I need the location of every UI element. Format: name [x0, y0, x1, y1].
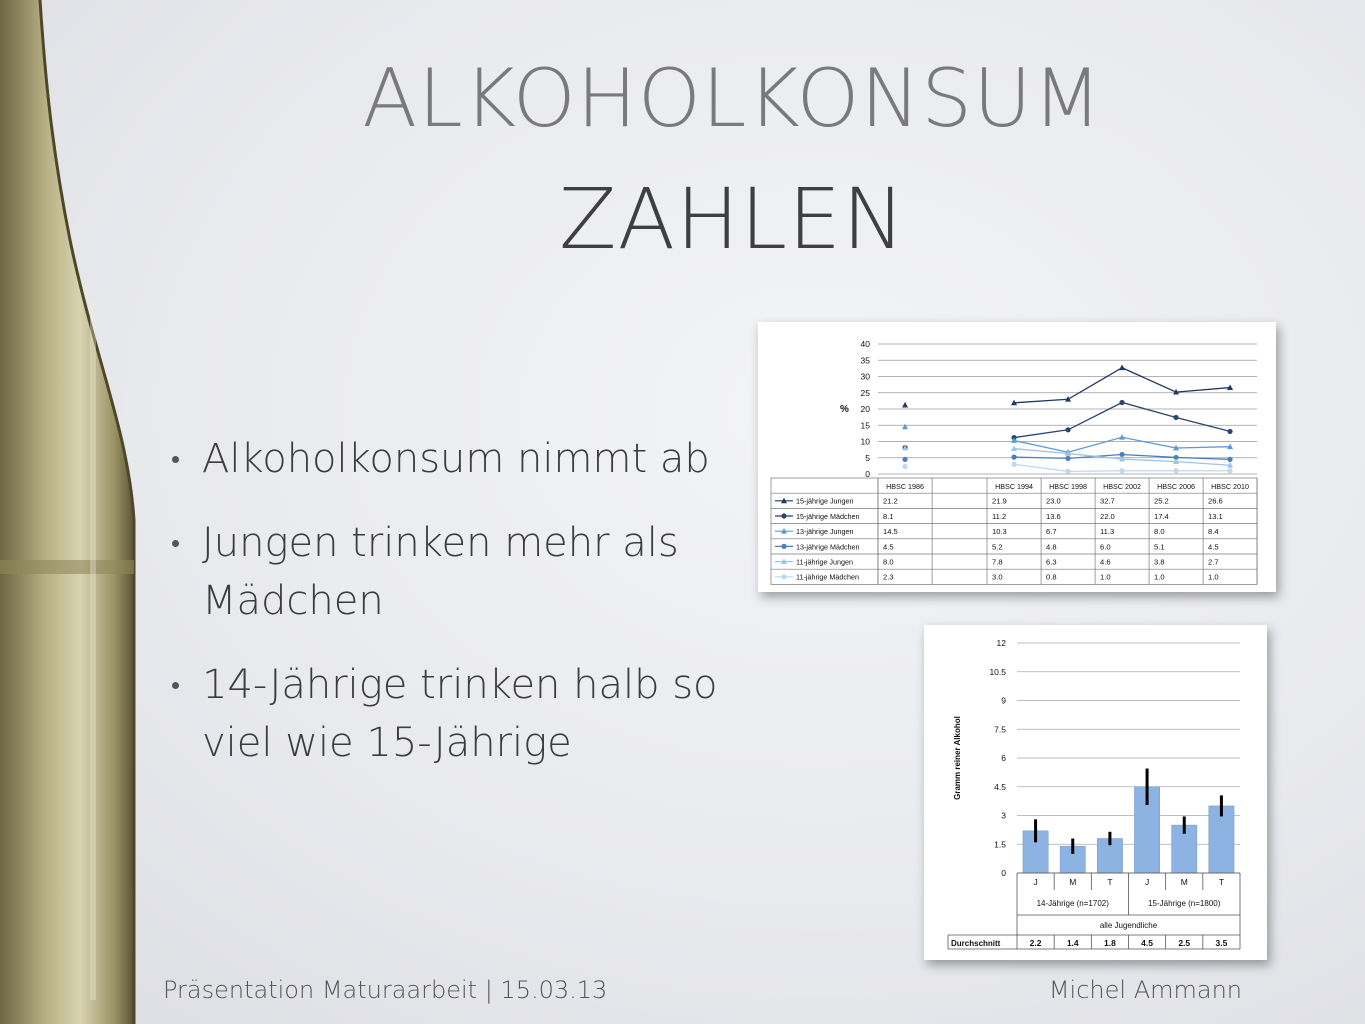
y-tick-label: 35 [860, 355, 870, 366]
table-value-cell: 1.0 [1208, 572, 1219, 582]
table-header-cell: HBSC 2010 [1211, 482, 1250, 491]
table-header-cell: HBSC 1986 [886, 482, 925, 491]
summary-value: 3.5 [1215, 938, 1228, 948]
table-value-cell: 5.2 [992, 542, 1003, 552]
y-tick-label: 3 [1001, 810, 1006, 821]
line-chart [758, 322, 1276, 592]
table-header-cell: HBSC 2006 [1157, 482, 1196, 491]
summary-value: 1.4 [1066, 938, 1079, 948]
table-value-cell: 4.8 [1046, 542, 1057, 552]
bullet-item [168, 430, 728, 488]
summary-row-label: Durchschnitt [951, 939, 1001, 948]
table-value-cell: 26.6 [1208, 496, 1223, 506]
table-value-cell: 14.5 [883, 527, 898, 537]
series-line [1014, 403, 1230, 438]
bullet-item [168, 656, 728, 772]
table-value-cell: 4.6 [1100, 557, 1111, 567]
table-value-cell: 21.9 [992, 496, 1007, 506]
y-tick-label: 15 [860, 420, 870, 431]
x-category-label: J [1033, 877, 1038, 887]
data-point [1173, 468, 1178, 473]
legend-label: 11-jährige Jungen [796, 557, 854, 567]
bullet-dot-icon [172, 456, 179, 463]
bar-chart [924, 625, 1267, 960]
data-point [902, 457, 907, 462]
summary-value: 4.5 [1141, 938, 1153, 948]
data-point [1227, 468, 1232, 473]
data-point [1119, 400, 1124, 405]
bar-chart-card [924, 625, 1267, 960]
table-value-cell: 0.8 [1046, 572, 1057, 582]
summary-value: 2.5 [1178, 938, 1191, 948]
data-point [1119, 468, 1124, 473]
table-value-cell: 17.4 [1154, 511, 1169, 521]
table-value-cell: 8.4 [1208, 527, 1219, 537]
legend-marker [781, 513, 786, 518]
table-value-cell: 23.0 [1046, 496, 1061, 506]
table-value-cell: 4.5 [1208, 542, 1219, 552]
y-tick-label: 5 [865, 452, 870, 463]
y-tick-label: 0 [1001, 868, 1006, 878]
data-point [1065, 427, 1070, 432]
table-value-cell: 1.0 [1100, 572, 1111, 582]
y-tick-label: 25 [860, 387, 870, 398]
legend-marker [781, 574, 786, 579]
y-tick-label: 10 [860, 436, 870, 447]
data-point [1065, 456, 1070, 461]
summary-value: 2.2 [1029, 938, 1042, 948]
data-point [1011, 462, 1016, 467]
bullet-text: Jungen trinken mehr als Mädchen [202, 520, 679, 624]
table-value-cell: 6.0 [1100, 542, 1111, 552]
table-value-cell: 8.0 [883, 557, 894, 567]
line-chart-card [758, 322, 1276, 592]
y-axis-label: % [840, 404, 849, 415]
x-group-label: 14-Jährige (n=1702) [1036, 899, 1109, 908]
table-value-cell: 7.8 [992, 557, 1003, 567]
legend-label: 11-jährige Mädchen [796, 572, 859, 582]
y-tick-label: 0 [865, 469, 870, 479]
bullet-list [168, 430, 728, 798]
x-category-label: J [1144, 877, 1150, 887]
table-value-cell: 22.0 [1100, 511, 1115, 521]
summary-value: 1.8 [1104, 938, 1116, 948]
y-tick-label: 40 [860, 339, 870, 349]
table-value-cell: 1.0 [1154, 572, 1165, 582]
y-tick-label: 4.5 [994, 781, 1006, 792]
legend-label: 15-jährige Jungen [796, 496, 854, 506]
legend-marker [781, 544, 786, 549]
bullet-item [168, 514, 728, 630]
x-category-label: M [1180, 877, 1188, 887]
bottle-image [0, 0, 150, 1024]
x-group-label: 15-Jährige (n=1800) [1148, 899, 1221, 908]
x-total-label: alle Jugendliche [1099, 921, 1158, 930]
table-value-cell: 13.1 [1208, 511, 1223, 521]
table-value-cell: 21.2 [883, 496, 898, 506]
data-point [1227, 429, 1232, 434]
table-value-cell: 11.2 [992, 511, 1007, 521]
x-category-label: M [1069, 877, 1077, 887]
y-axis-label: Gramm reiner Alkohol [953, 716, 962, 800]
table-value-cell: 8.1 [883, 511, 894, 521]
y-tick-label: 9 [1001, 695, 1006, 706]
y-tick-label: 10.5 [989, 666, 1006, 677]
legend-label: 15-jährige Mädchen [796, 511, 860, 521]
y-tick-label: 12 [996, 638, 1006, 648]
data-point [1011, 455, 1016, 460]
table-value-cell: 13.6 [1046, 511, 1061, 521]
table-header-cell: HBSC 1994 [995, 482, 1034, 491]
table-value-cell: 11.3 [1100, 527, 1115, 537]
data-point [1173, 415, 1178, 420]
y-tick-label: 7.5 [994, 724, 1006, 735]
data-point [1227, 457, 1232, 462]
series-line [1014, 368, 1230, 403]
table-value-cell: 25.2 [1154, 496, 1169, 506]
table-value-cell: 3.8 [1154, 557, 1165, 567]
data-point [1065, 469, 1070, 474]
data-point [902, 464, 907, 469]
bullet-dot-icon [172, 682, 179, 689]
bullet-text: 14-Jährige trinken halb so viel wie 15-Jährige [202, 662, 718, 766]
table-value-cell: 6.3 [1046, 557, 1057, 567]
table-value-cell: 2.3 [883, 572, 894, 582]
table-value-cell: 8.0 [1154, 527, 1165, 537]
table-value-cell: 2.7 [1208, 557, 1219, 567]
footer-author: Michel Ammann [1048, 976, 1242, 1004]
footer-presentation-info: Präsentation Maturaarbeit | 15.03.13 [163, 976, 608, 1004]
table-header-cell: HBSC 2002 [1103, 482, 1142, 491]
table-value-cell: 32.7 [1100, 496, 1115, 506]
table-value-cell: 10.3 [992, 527, 1007, 537]
legend-label: 13-jährige Jungen [796, 527, 854, 537]
x-category-label: T [1218, 877, 1225, 887]
bullet-dot-icon [172, 540, 179, 547]
legend-label: 13-jährige Mädchen [796, 542, 860, 552]
y-tick-label: 20 [860, 404, 870, 414]
slide-title-line1: ALKOHOLKONSUM [362, 52, 1103, 145]
data-point [1119, 365, 1125, 371]
table-value-cell: 3.0 [992, 572, 1003, 582]
table-value-cell: 4.5 [883, 542, 894, 552]
data-point [1119, 434, 1125, 440]
x-category-label: T [1107, 877, 1113, 887]
table-value-cell: 6.7 [1046, 527, 1057, 537]
y-tick-label: 6 [1001, 753, 1006, 763]
data-point [902, 424, 908, 430]
table-value-cell: 5.1 [1154, 542, 1165, 552]
y-tick-label: 30 [860, 371, 870, 382]
bullet-text: Alkoholkonsum nimmt ab [202, 436, 710, 482]
slide-title-line2: ZAHLEN [559, 170, 906, 268]
data-point [902, 402, 908, 408]
table-header-cell: HBSC 1998 [1049, 482, 1088, 491]
y-tick-label: 1.5 [994, 839, 1006, 850]
